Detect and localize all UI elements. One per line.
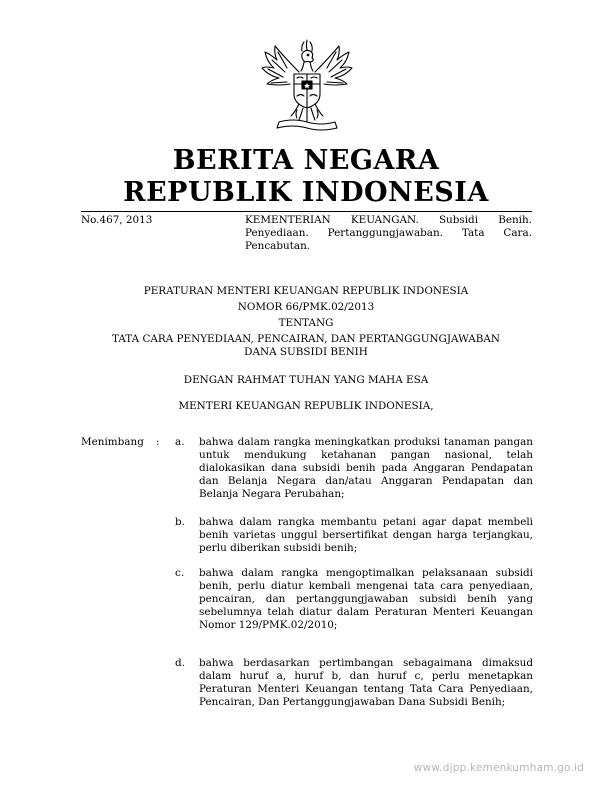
footer-url-link[interactable]: www.djpp.kemenkumham.go.id [413, 762, 584, 774]
consideration-letter-c: c. [175, 567, 185, 579]
regulation-title: PERATURAN MENTERI KEUANGAN REPUBLIK INDONESIA [143, 285, 469, 297]
consideration-letter-a: a. [175, 436, 185, 448]
consideration-text-b: bahwa dalam rangka membantu petani agar dapat membeli benih varietas unggul bersertifikat dengan harga terjangkau, perlu diberikan subsidi benih; [199, 516, 533, 554]
gazette-title-line2: REPUBLIK INDONESIA [123, 177, 489, 208]
invocation: DENGAN RAHMAT TUHAN YANG MAHA ESA [183, 374, 429, 386]
considerations-label: Menimbang [81, 436, 144, 448]
consideration-letter-d: d. [175, 657, 185, 669]
regulation-number: NOMOR 66/PMK.02/2013 [237, 301, 375, 313]
consideration-letter-b: b. [175, 516, 185, 528]
gazette-number: No.467, 2013 [81, 214, 153, 226]
consideration-text-c: bahwa dalam rangka mengoptimalkan pelaksanaan subsidi benih, perlu diatur kembali mengenai tata cara penyediaan, pencairan, dan pertanggungjawaban subsidi benih yang sebelumnya telah diatur dalam Peraturan Menteri Keuangan Nomor 129/PMK.02/2010; [199, 567, 533, 631]
consideration-text-a: bahwa dalam rangka meningkatkan produksi tanaman pangan untuk mendukung ketahanan pangan nasional, telah dialokasikan dana subsidi benih pada Anggaran Pendapatan dan Belanja Negara dan/atau Anggaran Pendapatan dan Belanja Negara Perubahan; [199, 436, 533, 500]
regulation-subject-line1: TATA CARA PENYEDIAAN, PENCAIRAN, DAN PERTANGGUNGJAWABAN [111, 333, 501, 345]
regulation-about: TENTANG [278, 317, 334, 329]
header-divider [81, 211, 532, 212]
gazette-subject: KEMENTERIAN KEUANGAN. Subsidi Benih. Penyediaan. Pertanggungjawaban. Tata Cara. Pencabutan. [245, 214, 532, 252]
consideration-text-d: bahwa berdasarkan pertimbangan sebagaimana dimaksud dalam huruf a, huruf b, dan huruf c, perlu menetapkan Peraturan Menteri Keuangan tentang Tata Cara Penyediaan, Pencairan, Dan Pertanggungjawaban Dana Subsidi Benih; [199, 657, 533, 708]
garuda-emblem-icon [257, 38, 357, 134]
gazette-title-line1: BERITA NEGARA [172, 145, 440, 176]
minister-heading: MENTERI KEUANGAN REPUBLIK INDONESIA, [178, 400, 434, 412]
regulation-subject-line2: DANA SUBSIDI BENIH [244, 346, 368, 358]
considerations-colon: : [156, 436, 160, 448]
